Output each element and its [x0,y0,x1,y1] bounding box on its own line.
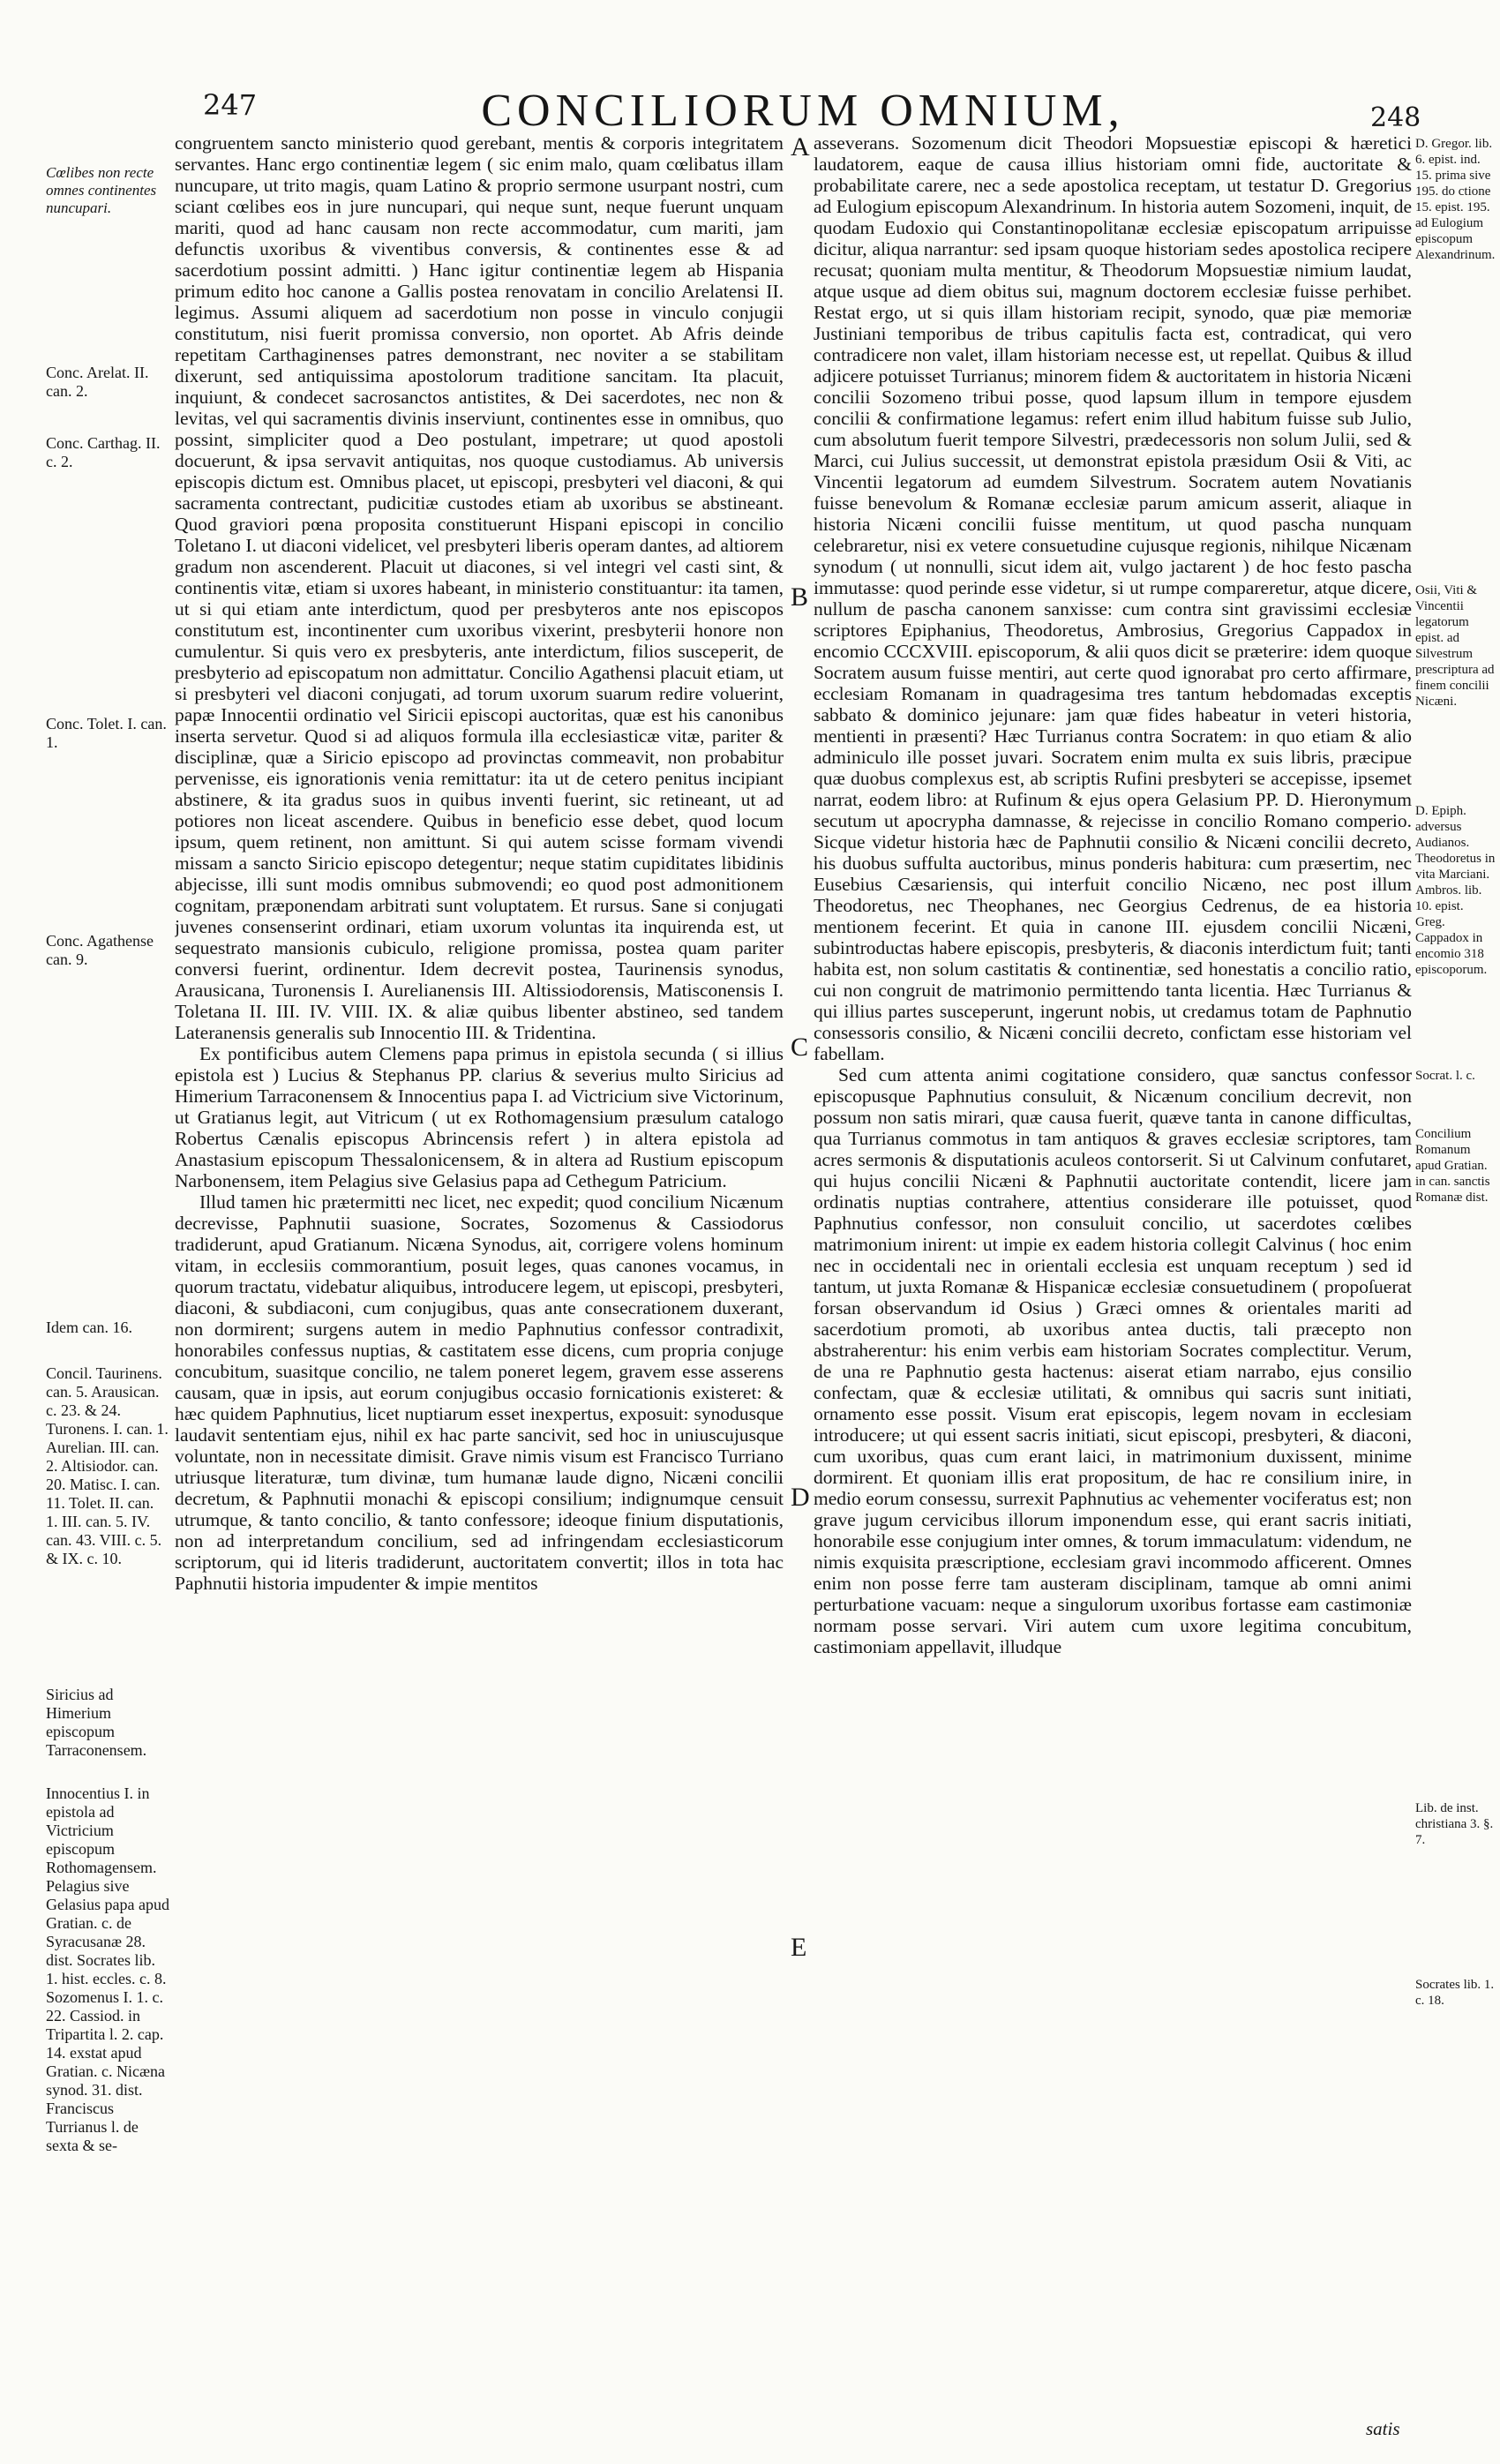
margin-note: Idem can. 16. [46,1318,132,1336]
section-letter-a: A [791,132,810,162]
margin-note: Socrates lib. 1. c. 18. [1415,1978,1495,2008]
paragraph: Sed cum attenta animi cogitatione considero, quæ sanctus confessor episcopusque Paphnutius consuluit, & Nicænum concilium decrevit, non possum non satis mirari, quæ causa fuerit, quæve tanta in canone difficultas, qua Turrianus commotus in tam antiquos & graves ecclesiæ scriptores, tam acres sermonis & disputationis aculeos contorserit. Si ut Calvinum confutaret, qui hujus concilii Nicæni & Paphnutii auctoritate contendit, licere jam ordinatis nuptias contrahere, attentius considerare ille potuisset, quod Paphnutius confessor, non consuluit concilio, ut sacerdotes cœlibes matrimonium inirent: ut impie ex eadem historia collegit Calvinus ( hoc enim nec in occidentali nec in orientali ecclesia est unquam receptum ) sed id tantum, ut juxta Romanæ & Hispanicæ ecclesiæ consuetudinem ( propoſuerat forsan observandum id Osius ) Græci omnes & orientales mariti ad sacerdotium promoti, ab uxoribus antea ductis, tali præcepto non abstraherentur: his enim verbis eam historiam Socrates complectitur. Verum, de una re Paphnutio gesta hactenus: aiserat etiam narrabo, ejus consilio confectam, quæ & ecclesiæ utilitati, & omnibus qui sacris sunt initiati, ornamento esse possit. Visum erat episcopis, legem novam in ecclesiam introducere; ut qui essent sacris initiati, sicut episcopi, presbyteri, & diaconi, cum uxoribus, quas cum erant laici, in matrimonium duxissent, minime dormirent. Et quoniam illis erat propositum, de hac re consilium inire, in medio eorum consessu, surrexit Paphnutius ac vehementer vociferatus est; non grave jugum cervicibus illorum imponendum esse, qui erant sacris initiati, honorabile esse conjugium inter omnes, & torum immaculatum: videndum, ne nimis exquisita præscriptione, ecclesiam gravi incommodo afficerent. Omnes enim non posse ferre tam austeram disciplinam, tamque ab omni animi perturbatione vacuam: neque a singulorum uxoribus fortasse eam castimoniæ normam posse servari. Viri autem cum uxore legitima concubitum, castimoniam appellavit, illudque [814,1064,1412,1657]
margin-note: Conc. Tolet. I. can. 1. [46,715,167,751]
right-text-column [814,132,1412,2427]
paragraph: congruentem sancto ministerio quod gerebant, mentis & corporis integritatem servantes. Hanc ergo continentiæ legem ( sic enim malo, quam cœlibatus illam nuncupare, ut trito magis, quam Latino & proprio sermone usurpant nostri, cum sciant cœlibes eos in jure nuncupari, qui neque sunt, neque fuerunt unquam mariti, quod ad hanc causam non recte accommodatur, cum mariti, jam defunctis uxoribus & viventibus conversis, & continentes esse & ad sacerdotium possint admitti. ) Hanc igitur continentiæ legem ab Hispania primum edito hoc canone a Gallis postea renovatam in concilio Arelatensi II. legimus. Assumi aliquem ad sacerdotium non posse in vinculo conjugii constitutum, nisi fuerit promissa conversio, non oportet. Ab Afris deinde repetitam Carthaginenses patres demonstrant, nec noviter a se stabilitam dixerunt, sed antiquissima apostolorum traditione sancitam. Ita placuit, inquiunt, & condecet sacrosanctos antistites, & Dei sacerdotes, nec non & levitas, vel qui sacramentis divinis inserviunt, continentes esse in omnibus, quo possint, simpliciter quod a Deo postulant, impetrare; ut quod apostoli docuerunt, & ipsa servavit antiquitas, nos quoque custodiamus. Ab universis episcopis dictum est. Omnibus placet, ut episcopi, presbyteri vel diaconi, & qui sacramenta contrectant, pudicitiæ custodes etiam ab uxoribus se abstineant. Quod graviori pœna proposita constituerunt Hispani episcopi in concilio Toletano I. ut diaconi videlicet, vel presbyteri liberis operam dantes, ad altiorem gradum non ascenderent. Placuit ut diacones, si vel integri vel casti sint, & continentis vitæ, etiam si uxores habeant, in ministerio constituantur: ita tamen, ut si qui etiam ante interdictum, quod per presbyteros ante nos episcopos constitutum est, incontinenter cum uxoribus vixerint, presbyterii honore non cumulentur. Si quis vero ex presbyteris, ante interdictum, filios susceperit, de presbyterio ad episcopatum non admittatur. Concilio Agathensi placuit etiam, ut si presbyteri vel diaconi conjugati, ad torum uxorum suarum redire voluerint, papæ Innocentii ordinatio vel Siricii episcopi auctoritas, quæ est his canonibus inserta servetur. Quod si ad aliquos formula illa ecclesiasticæ vitæ, pariter & disciplinæ, quæ a Siricio episcopo ad provinctas commeavit, non probabitur pervenisse, eis ignorationis venia remittatur: ita ut de cetero penitus incipiant abstinere, & ita gradus suos in quibus inventi fuerint, sic retineant, ut ad potiores non liceat ascendere. Quibus in beneficio esse debet, quod locum ipsum, quem retinent, non amittunt. Si qui autem scisse formam vivendi missam a sancto Siricio episcopo detegentur; neque statim cupiditates libidinis abjecisse, illi sunt modis omnibus submovendi; eo quod post admonitionem cognitam, præponendam arbitrati sunt voluptatem. Et rursus. Sane si conjugati juvenes consenserint ordinari, etiam uxorum voluntas ita inquirenda est, ut sequestrato mansionis cubiculo, religione promissa, postea quam pariter conversi fuerint, ordinentur. Idem decrevit postea, Taurinensis synodus, Arausicana, Turonensis I. Aurelianensis III. Altissiodorensis, Matisconensis I. Toletana II. III. IV. VIII. IX. & aliæ quibus libenter abstineo, sed tandem Lateranensis generalis sub Innocentio III. & Tridentina. [175,132,784,1043]
section-letter-c: C [791,1033,809,1062]
margin-note: Concil. Taurinens. can. 5. Arausican. c. 23. & 24. Turonens. I. can. 1. Aurelian. III. can. 2. Altisiodor. can. 20. Matisc. I. can. 11. Tolet. II. can. 1. III. can. 5. IV. can. 43. VIII. c. 5. & IX. c. 10. [46,1364,169,1567]
margin-note: Osii, Viti & Vincentii legatorum epist. ad Silvestrum prescriptura ad finem concilii Nicæni. [1415,583,1495,709]
margin-note: Lib. de inst. christiana 3. §. 7. [1415,1801,1494,1847]
page-number-left: 247 [203,88,258,122]
paragraph: Illud tamen hic prætermitti nec licet, nec expedit; quod concilium Nicænum decrevisse, Paphnutii suasione, Socrates, Sozomenus & Cassiodorus tradiderunt, apud Gratianum. Nicæna Synodus, ait, corrigere volens hominum vitam, in ecclesiis commorantium, posuit leges, quas canones vocamus, in quorum tractatu, videbatur aliquibus, introducere legem, ut episcopi, presbyteri, diaconi, & subdiaconi, cum conjugibus, quas ante consecrationem duxerant, non dormirent; surgens autem in medio Paphnutius confessor contradixit, honorabiles confessus nuptias, & castitatem esse dicens, cum propria conjuge concubitum, suasitque concilio, ne talem poneret legem, gravem esse asserens causam, quæ in ipsis, aut eorum conjugibus occasio fornicationis existeret: & hæc quidem Paphnutius, licet nuptiarum esset inexpertus, exposuit: synodusque laudavit sententiam ejus, nihil ex hac parte sancivit, sed hoc in uniuscujusque voluntate, non in necessitate dimisit. Grave nimis visum est Francisco Turriano utriusque literaturæ, tum divinæ, tum humanæ laude digno, Nicæni concilii decretum, & Paphnutii monachi & episcopi consilium; indignumque censuit utrumque, & tanto concilio, & tanto confessore; ideoque finium disputationis, non ad interpretandum concilium, sed ad infringendam ecclesiasticorum scriptorum, qui id literis tradiderunt, auctoritatem convertit; illos in tota hac Paphnutii historia impudenter & impie mentitos [175,1191,784,1594]
catchword: satis [1366,2418,1400,2439]
right-margin-notes [1415,132,1496,2427]
margin-note: Conc. Carthag. II. c. 2. [46,434,161,470]
running-title: CONCILIORUM OMNIUM, [481,86,1125,136]
margin-note: Conc. Arelat. II. can. 2. [46,364,149,400]
margin-note: D. Epiph. adversus Audianos. Theodoretus in vita Marciani. Ambros. lib. 10. epist. Greg. Cappadox in encomio 318 episcoporum. [1415,804,1496,977]
margin-note: Socrat. l. c. [1415,1069,1475,1083]
margin-note: Siricius ad Himerium episcopum Tarraconensem. [46,1686,147,1759]
section-letter-e: E [791,1933,807,1962]
margin-note: D. Gregor. lib. 6. epist. ind. 15. prima sive 195. do ctione 15. epist. 195. ad Eulogium episcopum Alexandrinum. [1415,137,1496,262]
margin-note: Conc. Agathense can. 9. [46,932,154,968]
margin-note: Cœlibes non recte omnes continentes nuncupari. [46,164,157,216]
section-letter-d: D [791,1483,810,1512]
section-letter-b: B [791,582,809,612]
margin-note: Innocentius I. in epistola ad Victricium episcopum Rothomagensem. Pelagius sive Gelasius papa apud Gratian. c. de Syracusanæ 28. dist. Socrates lib. 1. hist. eccles. c. 8. Sozomenus I. 1. c. 22. Cassiod. in Tripartita l. 2. cap. 14. exstat apud Gratian. c. Nicæna synod. 31. dist. Franciscus Turrianus l. de sexta & se- [46,1784,169,2154]
left-text-column [175,132,784,2427]
page-number-right: 248 [1370,102,1421,133]
left-margin-notes [46,132,169,2427]
margin-note: Concilium Romanum apud Gratian. in can. sanctis Romanæ dist. [1415,1127,1490,1205]
paragraph: Ex pontificibus autem Clemens papa primus in epistola secunda ( si illius epistola est ) Lucius & Stephanus PP. clarius & severius multo Siricius ad Himerium Tarraconensem & Innocentius papa I. ad Victricium sive Victorinum, ut Gratianus legit, aut Vitricum ( ut ex Rothomagensium præsulum catalogo Robertus Cænalis episcopus Abrincensis refert ) in altera epistola ad Anastasium episcopum Thessalonicensem, & in altera ad Rustium episcopum Narbonensem, item Pelagius sive Gelasius papa ad Cethegum Patricium. [175,1043,784,1191]
paragraph: asseverans. Sozomenum dicit Theodori Mopsuestiæ episcopi & hæretici laudatorem, eaque de causa illius historiam omni fide, auctoritate & probabilitate carere, nec a sede apostolica receptam, ut testatur D. Gregorius ad Eulogium episcopum Alexandrinum. In historia autem Sozomeni, inquit, de quodam Eudoxio qui Constantinopolitanæ ecclesiæ episcopatum arripuisse dicitur, aliqua narrantur: sed ipsam quoque historiam sedes apostolica recipere recusat; quoniam multa mentitur, & Theodorum Mopsuestiæ nimium laudat, atque usque ad diem obitus sui, magnum doctorem ecclesiæ fuisse perhibet. Restat ergo, ut si quis illam historiam recipit, synodo, quæ piæ memoriæ Justiniani temporibus de tribus capitulis facta est, contradicat, qui vero contradicere non valet, illam historiam necesse est, ut repellat. Quibus & illud adjicere potuisset Turrianus; minorem fidem & auctoritatem in historia Nicæni concilii Sozomeno tribui posse, quod lapsum illum in tempore ejusdem concilii & confirmatione legamus: refert enim illud habitum fuisse sub Julio, cum absolutum fuerit tempore Silvestri, prædecessoris non solum Julii, sed & Marci, cui Julius successit, ut demonstrat epistola præsidum Osii & Viti, ac Vincentii legatorum ad eumdem Silvestrum. Socratem autem Novatianis fuisse benevolum & Romanæ ecclesiæ parum amicum asserit, aliaque in historia Nicæni concilii fuisse mentitum, ut quod pascha nunquam celebraretur, nisi ex vetere consuetudine cujusque regionis, nihilque Nicænam synodum ( ut nonnulli, sicut idem ait, vulgo jactarent ) de hoc festo pascha immutasse: quod perinde esse videtur, si ut rumpe compareretur, atque dicere, nullum de pascha canonem sanxisse: cum contra sint gravissimi ecclesiæ scriptores Epiphanius, Theodoretus, Ambrosius, Gregorius Cappadox in encomio CCCXVIII. episcoporum, & alii quos dicit se præterire: idem quoque Socratem ausum fuisse mentiri, aut certe quod ignorabat pro certo affirmare, ecclesiam Romanam in quadragesima tres tantum hebdomadas exceptis sabbato & dominico jejunare: jam quæ fides habeatur in veteri historia, mentienti in præsenti? Hæc Turrianus contra Socratem: in quo etiam & alio adminiculo ille posset juvari. Socratem enim multa ex suis libris, præcipue quæ duobus complexus est, ab scriptis Rufini presbyteri se accepisse, ipsemet narrat, eodem libro: at Rufinum & ejus opera Gelasium PP. D. Hieronymum secutum ut apocrypha damnasse, & rejecisse in concilio Romano comperio. Sicque videtur historia hæc de Paphnutii consilio & Nicæni concilii decreto, his duobus suffulta auctoribus, minus ponderis habitura: cum præsertim, nec Eusebius Cæsariensis, qui interfuit concilio Nicæno, nec post illum Theodoretus, nec Theophanes, nec Georgius Cedrenus, de ea historia mentionem fecerint. Et quia in canone III. ejusdem concilii Nicæni, subintroductas habere episcopis, presbyteris, & diaconis interdictum fuit; tanti habita est, non solum castitatis & continentiæ, sed honestatis a concilio ratio, cui non congruit de matrimonio permittendo tanta licentia. Hæc Turrianus & qui illius partes susceperunt, ingerunt nobis, ut credamus totam de Paphnutio consessoris consilio, & Nicæni concilii decreto, confictam esse historiam vel fabellam. [814,132,1412,1064]
